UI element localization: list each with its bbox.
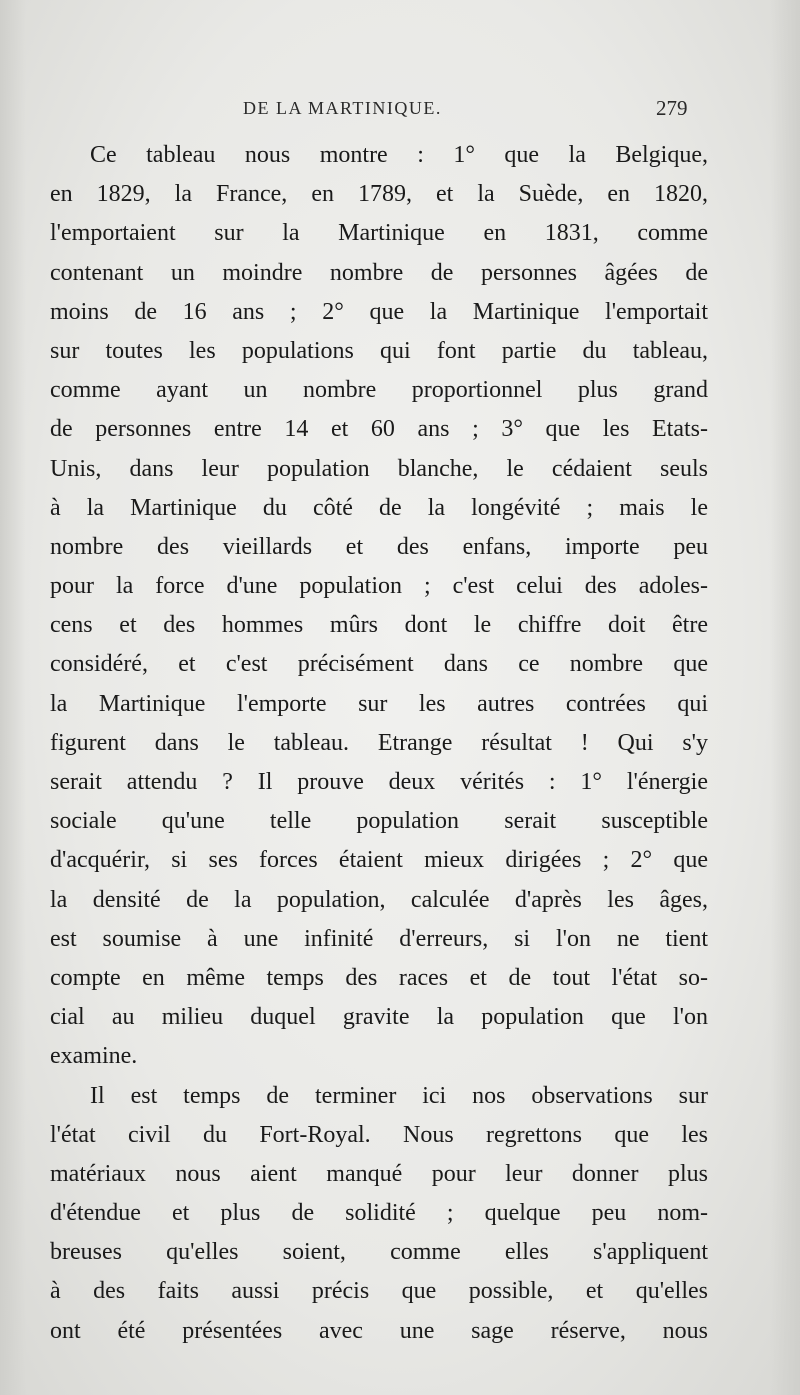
- paragraph-2: [50, 1077, 708, 1351]
- scan-shadow-left: [0, 0, 26, 1395]
- text-line: est soumise à une infinité d'erreurs, si l'on ne tient: [50, 925, 708, 952]
- text-line: cens et des hommes mûrs dont le chiffre doit être: [50, 612, 708, 639]
- text-line: de personnes entre 14 et 60 ans ; 3° que les Etats-: [50, 416, 708, 443]
- body-text: [50, 136, 708, 1351]
- text-line: la densité de la population, calculée d'après les âges,: [50, 886, 708, 913]
- text-line: ont été présentées avec une sage réserve, nous: [50, 1317, 708, 1344]
- text-line: pour la force d'une population ; c'est celui des adoles-: [50, 573, 708, 600]
- text-line: l'emportaient sur la Martinique en 1831, comme: [50, 220, 708, 247]
- text-line: contenant un moindre nombre de personnes âgées de: [50, 259, 708, 286]
- text-line: Il est temps de terminer ici nos observations sur: [90, 1082, 708, 1109]
- running-title: DE LA MARTINIQUE.: [243, 98, 442, 118]
- text-line: moins de 16 ans ; 2° que la Martinique l'emportait: [50, 298, 708, 325]
- text-line: nombre des vieillards et des enfans, importe peu: [50, 533, 708, 560]
- text-line: à des faits aussi précis que possible, et qu'elles: [50, 1278, 708, 1305]
- text-line: Ce tableau nous montre : 1° que la Belgique,: [90, 142, 708, 168]
- text-line: breuses qu'elles soient, comme elles s'appliquent: [50, 1239, 708, 1266]
- text-line: en 1829, la France, en 1789, et la Suède, en 1820,: [50, 181, 708, 208]
- text-line: la Martinique l'emporte sur les autres contrées qui: [50, 690, 708, 717]
- text-line: serait attendu ? Il prouve deux vérités : 1° l'énergie: [50, 769, 708, 795]
- text-line: d'acquérir, si ses forces étaient mieux dirigées ; 2° que: [50, 847, 708, 874]
- text-line: compte en même temps des races et de tout l'état so-: [50, 964, 708, 991]
- text-line: examine.: [50, 1043, 138, 1070]
- text-line: cial au milieu duquel gravite la population que l'on: [50, 1004, 708, 1031]
- text-line: sur toutes les populations qui font partie du tableau,: [50, 337, 708, 364]
- text-line: comme ayant un nombre proportionnel plus grand: [50, 377, 708, 404]
- text-line: à la Martinique du côté de la longévité ; mais le: [50, 494, 708, 521]
- page-number: 279: [656, 96, 688, 120]
- text-line: matériaux nous aient manqué pour leur donner plus: [50, 1160, 708, 1187]
- text-line: l'état civil du Fort-Royal. Nous regrettons que les: [50, 1121, 708, 1148]
- text-line: figurent dans le tableau. Etrange résultat ! Qui s'y: [50, 729, 708, 756]
- running-header: [0, 98, 800, 128]
- text-line: sociale qu'une telle population serait susceptible: [50, 808, 708, 835]
- text-line: d'étendue et plus de solidité ; quelque peu nom-: [50, 1200, 708, 1227]
- text-line: Unis, dans leur population blanche, le cédaient seuls: [50, 455, 708, 482]
- text-line: considéré, et c'est précisément dans ce nombre que: [50, 651, 708, 678]
- scan-shadow-right: [770, 0, 800, 1395]
- paragraph-1: [50, 136, 708, 1077]
